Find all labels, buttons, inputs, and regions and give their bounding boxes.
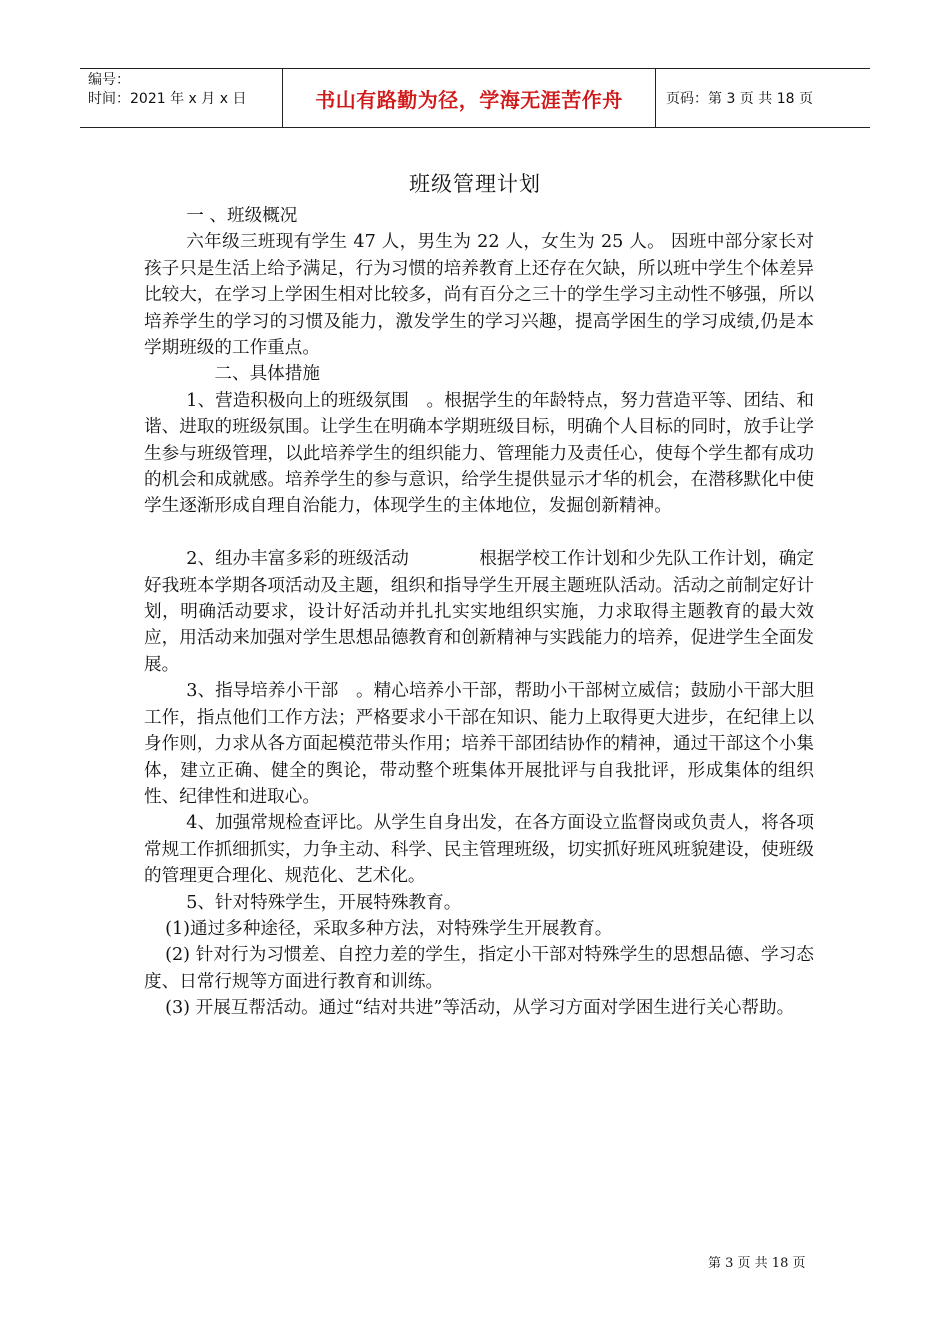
paragraph-measure-3: 3、指导培养小干部 。精心培养小干部，帮助小干部树立威信；鼓励小干部大胆工作，指点他们工作方法；严格要求小干部在知识、能力上取得更大进步，在纪律上以身作则，力求从各方面起模范带头作用；培养干部团结协作的精神，通过干部这个小集体，建立正确、健全的舆论，带动整个班集体开展批评与自我批评，形成集体的组织性、纪律性和进取心。 [144,681,814,807]
page-footer: 第 3 页 共 18 页 [708,1256,806,1271]
document-body [144,203,814,1022]
section-heading-measures: 二、具体措施 [214,364,320,385]
paragraph-measure-1: 1、营造积极向上的班级氛围 。根据学生的年龄特点，努力营造平等、团结、和谐、进取的班级氛围。让学生在明确本学期班级目标，明确个人目标的同时，放手让学生参与班级管理，以此培养学生的组织能力、管理能力及责任心，使每个学生都有成功的机会和成就感。培养学生的参与意识，给学生提供显示才华的机会，在潜移默化中使学生逐渐形成自理自治能力，体现学生的主体地位，发掘创新精神。 [144,390,814,517]
document-date: 时间：2021 年 x 月 x 日 [88,91,247,107]
paragraph-item-2: (2) 针对行为习惯差、自控力差的学生，指定小干部对特殊学生的思想品德、学习态度、日常行规等方面进行教育和训练。 [144,945,814,992]
paragraph-item-3: (3) 开展互帮活动。通过“结对共进”等活动，从学习方面对学困生进行关心帮助。 [165,998,795,1019]
blank-line [144,520,814,546]
paragraph-measure-4: 4、加强常规检查评比。从学生自身出发，在各方面设立监督岗或负责人，将各项常规工作抓细抓实，力争主动、科学、民主管理班级，切实抓好班风班貌建设，使班级的管理更合理化、规范化、艺术化。 [144,813,814,887]
document-title: 班级管理计划 [409,172,541,196]
document-number-label: 编号： [88,72,130,88]
paragraph-measure-2: 2、组办丰富多彩的班级活动 根据学校工作计划和少先队工作计划，确定好我班本学期各项活动及主题，组织和指导学生开展主题班队活动。活动之前制定好计划，明确活动要求，设计好活动并扎扎实实地组织实施，力求取得主题教育的最大效应，用活动来加强对学生思想品德教育和创新精神与实践能力的培养，促进学生全面发展。 [144,549,814,675]
paragraph-overview: 六年级三班现有学生 47 人，男生为 22 人，女生为 25 人。 因班中部分家长对孩子只是生活上给予满足，行为习惯的培养教育上还存在欠缺，所以班中学生个体差异比较大，在学习上学困生相对比较多，尚有百分之三十的学生学习主动性不够强，所以培养学生的学习的习惯及能力，激发学生的学习兴趣，提高学困生的学习成绩,仍是本学期班级的工作重点。 [144,232,814,359]
page-header [80,68,870,128]
header-page-info: 页码：第 3 页 共 18 页 [666,91,813,107]
paragraph-measure-5: 5、针对特殊学生，开展特殊教育。 [186,892,462,913]
header-meta [80,69,282,127]
header-motto: 书山有路勤为径，学海无涯苦作舟 [282,69,656,127]
section-heading-overview: 一 、班级概况 [186,206,298,226]
paragraph-item-1: (1)通过多种途径，采取多种方法，对特殊学生开展教育。 [165,918,613,939]
